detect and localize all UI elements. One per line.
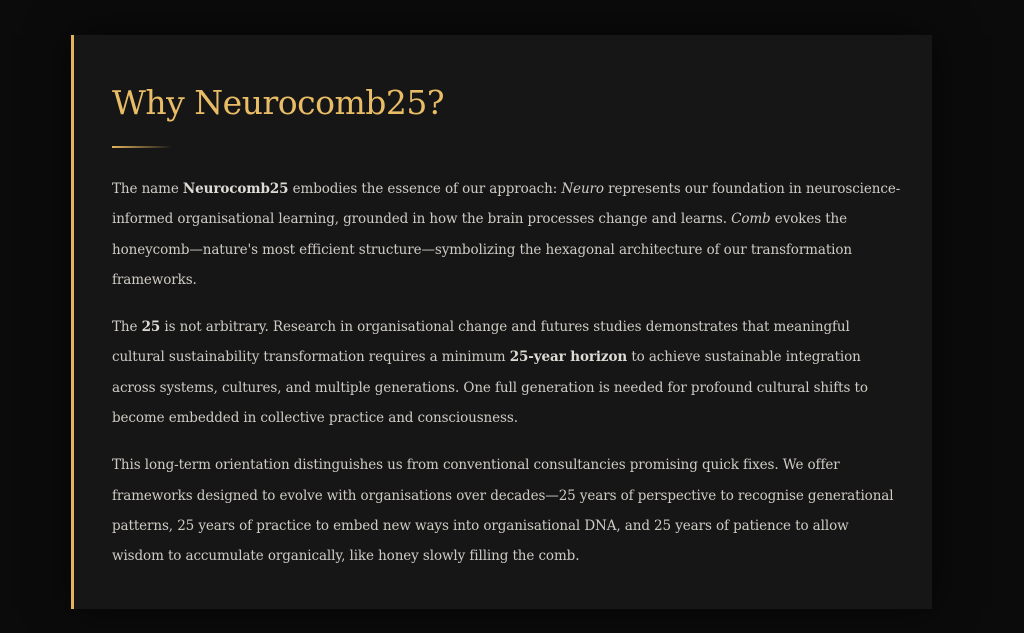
text-run: This long-term orientation distinguishes us from conventional consultancies promising quick fixes. We offer frameworks designed to evolve with organisations over decades—25 years of perspective to recognise generational patterns, 25 years of practice to embed new ways into organisational DNA, and 25 years of patience to allow wisdom to accumulate organically, like honey slowly filling the comb. [112,457,894,565]
text-run: evokes the honeycomb—nature's most efficient structure—symbolizing the hexagonal architecture of our transformation frameworks. [112,211,852,288]
section-body [112,174,902,589]
text-run: The name [112,181,183,197]
horizon-term-bold: 25-year horizon [509,349,628,366]
paragraph-name-meaning [112,174,902,295]
paragraph-long-term-orientation [112,450,902,571]
title-underline-divider [112,146,172,148]
brand-name-bold: Neurocomb25 [182,181,289,197]
section-title: Why Neurocomb25? [112,83,445,122]
text-run: represents our foundation in neuroscience-informed organisational learning, grounded in how the brain processes change and learns. [112,181,901,228]
neuro-term-italic: Neuro [561,181,604,197]
text-run: The [112,319,142,336]
text-run: is not arbitrary. Research in organisational change and futures studies demonstrates that meaningful cultural sustainability transformation requires a minimum [112,319,850,366]
paragraph-25-meaning [112,312,902,433]
text-run: embodies the essence of our approach: [288,181,562,197]
number-25-bold: 25 [141,319,161,336]
comb-term-italic: Comb [731,211,771,228]
text-run: to achieve sustainable integration across systems, cultures, and multiple generations. One full generation is needed for profound cultural shifts to become embedded in collective practice and consciousness. [112,349,868,427]
why-neurocomb25-section [71,35,932,609]
